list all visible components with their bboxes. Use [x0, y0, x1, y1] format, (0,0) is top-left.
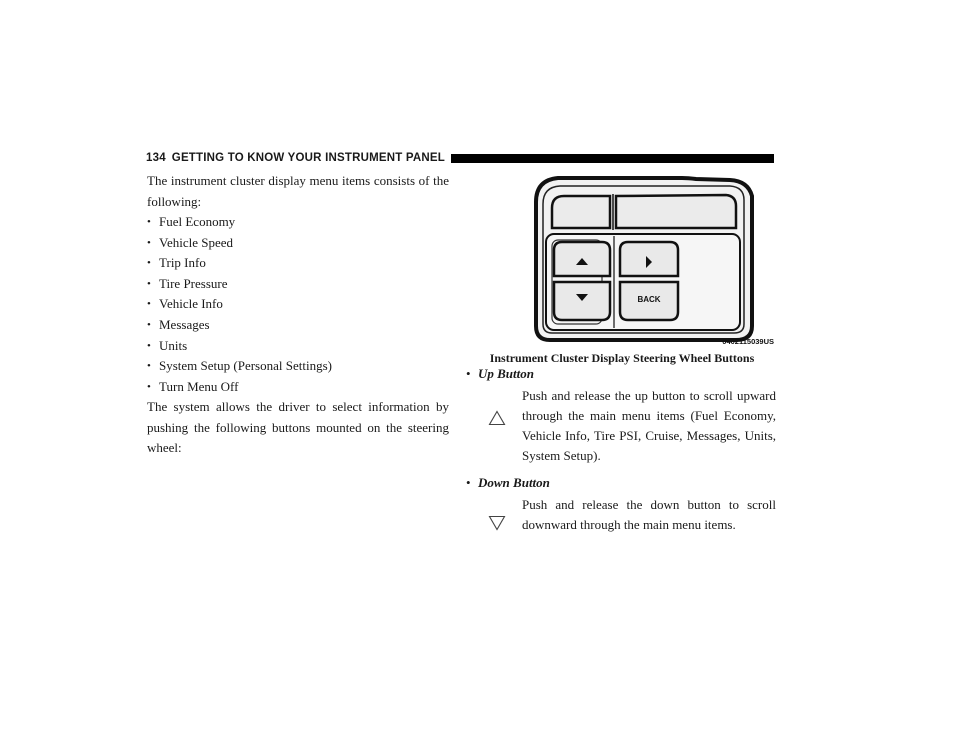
list-item: • Fuel Economy: [147, 212, 449, 233]
list-item: • Vehicle Info: [147, 294, 449, 315]
down-triangle-outline-icon: [488, 515, 506, 531]
list-item: • Turn Menu Off: [147, 377, 449, 398]
back-button-label: BACK: [637, 295, 661, 304]
bullet: •: [147, 380, 151, 393]
bullet: •: [147, 339, 151, 352]
list-item: • Tire Pressure: [147, 274, 449, 295]
bullet: •: [147, 216, 151, 229]
bullet: •: [466, 366, 471, 381]
list-item: • Units: [147, 336, 449, 357]
page-header: [146, 151, 774, 165]
up-triangle-outline-icon: [488, 410, 506, 426]
list-item: • System Setup (Personal Settings): [147, 356, 449, 377]
bullet: •: [147, 319, 151, 332]
left-column: [147, 171, 449, 459]
figure-caption: Instrument Cluster Display Steering Wheel Buttons: [489, 351, 755, 365]
right-column: [466, 364, 776, 535]
up-button-heading: • Up Button: [466, 364, 776, 384]
top-left-button: [552, 196, 610, 228]
steering-wheel-buttons-figure: [530, 176, 776, 346]
down-button-section: [466, 473, 776, 535]
up-button-section: [466, 364, 776, 466]
up-button-description: Push and release the up button to scroll upward through the main menu items (Fuel Economy, Vehicle Info, Tire PSI, Cruise, Messages, Units, System Setup).: [522, 388, 776, 463]
bullet: •: [147, 298, 151, 311]
header-rule: [451, 154, 774, 163]
figure-code: 0402115039US: [722, 337, 774, 346]
list-item: • Messages: [147, 315, 449, 336]
down-button-heading: • Down Button: [466, 473, 776, 493]
top-right-button: [616, 195, 736, 228]
intro-paragraph: The instrument cluster display menu items consists of the following:: [147, 173, 449, 209]
closing-paragraph: The system allows the driver to select information by pushing the following buttons mounted on the steering wheel:: [147, 399, 449, 456]
bullet: •: [147, 277, 151, 290]
down-button-description: Push and release the down button to scroll downward through the main menu items.: [522, 497, 776, 532]
section-title: GETTING TO KNOW YOUR INSTRUMENT PANEL: [171, 152, 445, 164]
bullet: •: [147, 257, 151, 270]
list-item: • Vehicle Speed: [147, 233, 449, 254]
page-number: 134: [146, 152, 166, 164]
list-item: • Trip Info: [147, 253, 449, 274]
menu-items-list: [147, 212, 449, 397]
bullet: •: [147, 360, 151, 373]
bullet: •: [147, 236, 151, 249]
bullet: •: [466, 475, 471, 490]
